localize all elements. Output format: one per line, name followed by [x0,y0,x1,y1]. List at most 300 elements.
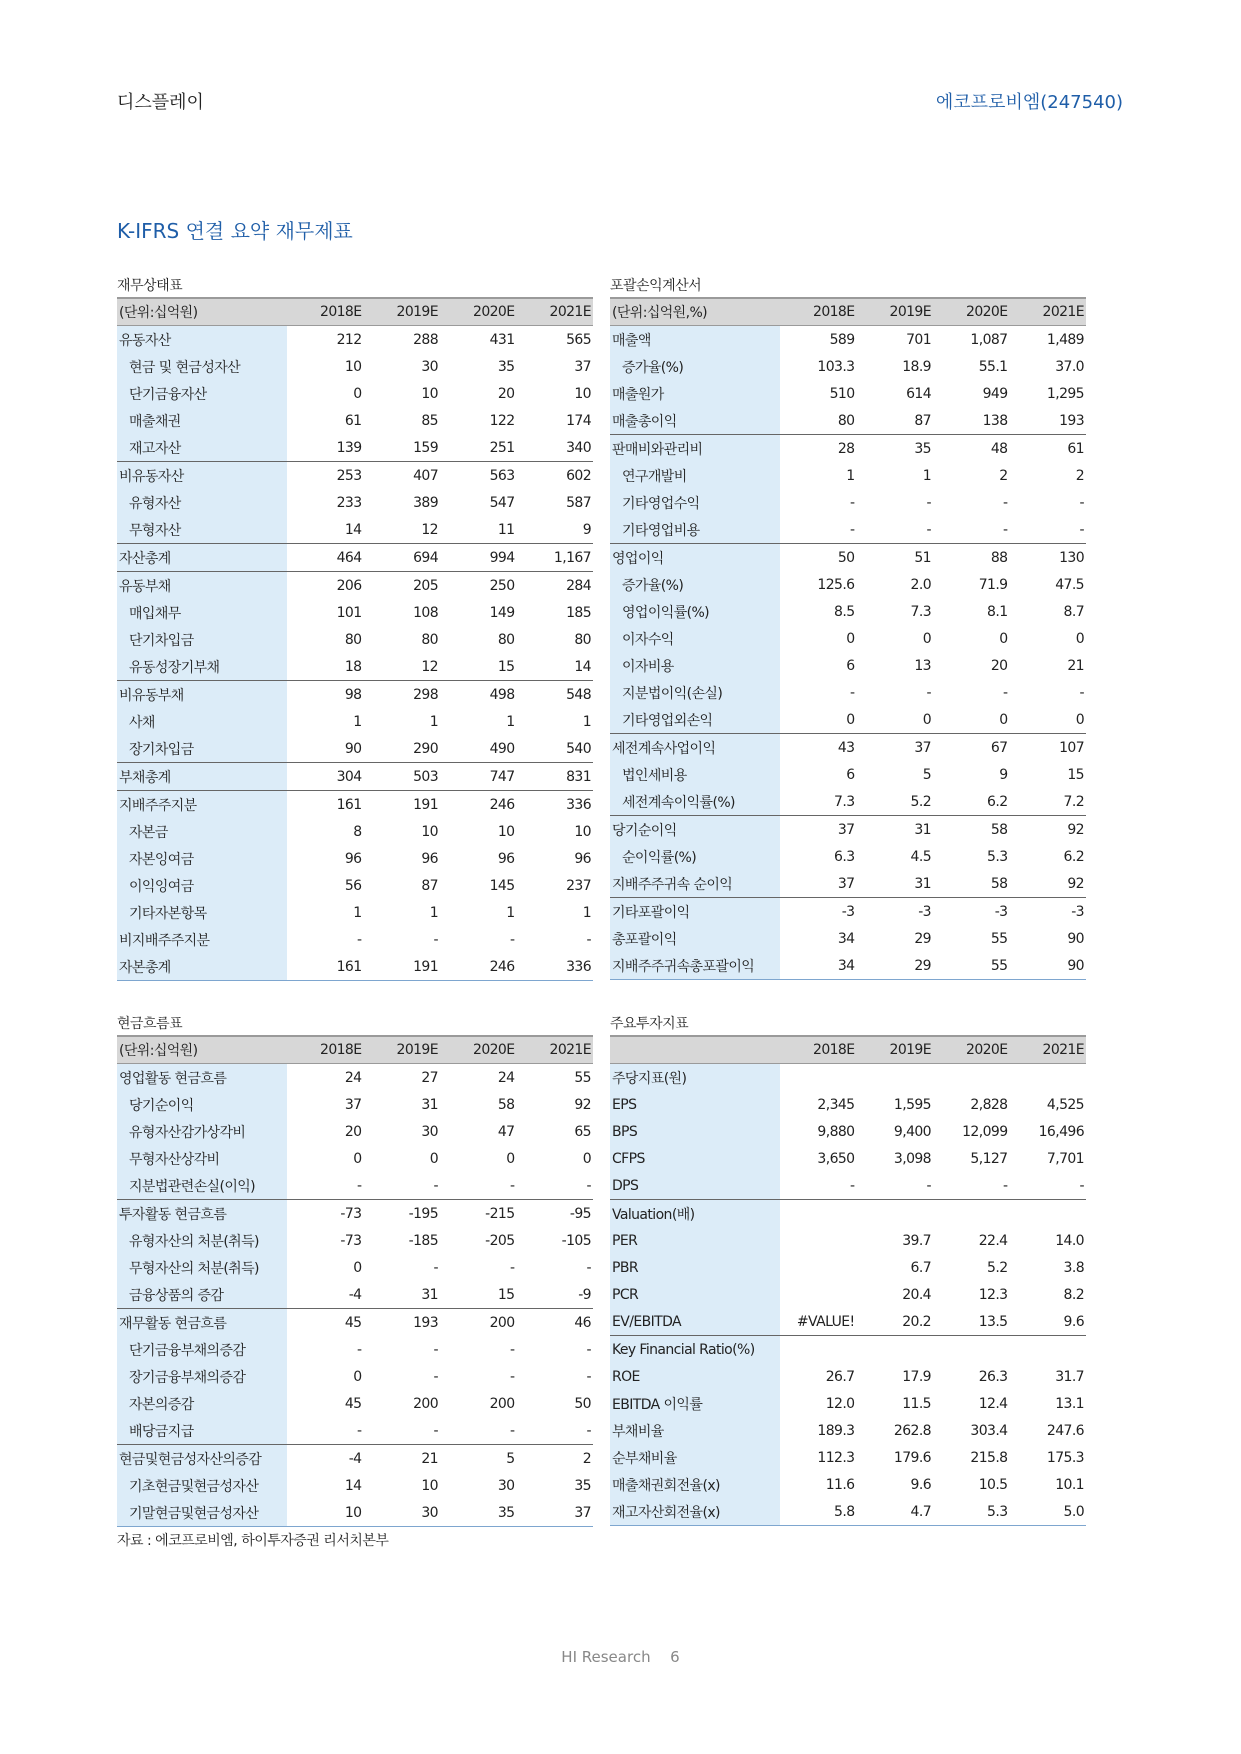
cell-value: 96 [344,850,362,867]
cell-value [1010,1336,1087,1364]
table-row [610,1145,1086,1172]
cell-value: 48 [933,435,1010,463]
row-label: 이자비용 [610,652,780,679]
row-label: 무형자산상각비 [117,1145,287,1172]
cell-value: 0 [999,630,1008,647]
balance-sheet-table [117,297,593,981]
cell-value: - [926,521,931,538]
cell-value: 1 [429,713,438,730]
cell-value: - [510,931,515,948]
income-statement-caption: 포괄손익계산서 [610,278,702,294]
cell-value: 18.9 [902,358,931,375]
cell-value: -195 [364,1200,441,1228]
row-label: 배당금지급 [117,1417,287,1445]
cell-value: 191 [364,791,441,819]
year-header: 2020E [440,298,517,326]
cell-value [933,1064,1010,1092]
row-label: 당기순이익 [117,1091,287,1118]
cell-value: 101 [336,604,362,621]
cell-value: 298 [364,681,441,709]
cell-value: 55 [990,930,1008,947]
cell-value: 11.5 [902,1395,931,1412]
table-row [117,1200,593,1228]
cell-value: 8.5 [834,603,855,620]
year-header: 2019E [857,1036,934,1064]
cell-value: 189.3 [817,1422,855,1439]
cell-value: 0 [846,630,855,647]
row-label: 기타영업외손익 [610,706,780,734]
cell-value: 31 [857,816,934,844]
cell-value: 205 [364,572,441,600]
cell-value: 17.9 [902,1368,931,1385]
cell-value: 12.3 [978,1286,1008,1303]
cell-value: 5.2 [987,1259,1008,1276]
cell-value: 112.3 [817,1449,855,1466]
cell-value [1010,1064,1087,1092]
table-row [610,544,1086,572]
cell-value: 15 [497,1286,515,1303]
cell-value: 0 [846,711,855,728]
cell-value: 34 [837,930,855,947]
cell-value: 55 [933,952,1010,980]
cell-value: 37 [574,358,591,375]
table-row [117,516,593,544]
table-row [117,1472,593,1499]
cell-value: -9 [578,1286,591,1303]
cell-value: 1,167 [517,544,594,572]
cell-value: 1 [582,904,591,921]
cell-value: 47.5 [1055,576,1084,593]
row-label: 이자수익 [610,625,780,652]
cell-value: 10 [574,385,591,402]
year-header: 2021E [1010,1036,1087,1064]
cell-value: 37 [857,734,934,762]
cell-value: 10 [497,823,515,840]
income-statement-table [610,297,1086,980]
source-note: 자료 : 에코프로비엠, 하이투자증권 리서치본부 [117,1533,389,1549]
row-label: 주당지표(원) [610,1064,780,1092]
cell-value: 0 [506,1150,515,1167]
cell-value: -3 [933,898,1010,926]
cell-value: 24 [497,1069,515,1086]
cell-value: -205 [485,1232,515,1249]
cell-value: 4,525 [1046,1096,1084,1113]
indicators-caption: 주요투자지표 [610,1016,689,1032]
row-label: 유동부채 [117,572,287,600]
cell-value: - [433,931,438,948]
cell-value: 90 [1067,930,1084,947]
cell-value: 2 [1075,467,1084,484]
cell-value: 6.7 [910,1259,931,1276]
table-row [117,1417,593,1445]
cell-value: - [1079,1177,1084,1194]
cell-value: 747 [440,763,517,791]
cell-value: 39.7 [902,1232,931,1249]
table-row [117,462,593,490]
table-row [117,953,593,981]
cell-value: 5.3 [933,1498,1010,1526]
cell-value: -185 [408,1232,438,1249]
cell-value: 290 [413,740,438,757]
row-label: 순부채비율 [610,1444,780,1471]
cell-value: - [586,1177,591,1194]
cell-value: 253 [287,462,364,490]
cell-value: 540 [566,740,591,757]
table-row [610,816,1086,844]
cell-value: 20.2 [902,1313,931,1330]
cell-value: - [586,1368,591,1385]
table-row [610,1227,1086,1254]
cell-value: 200 [489,1395,515,1412]
table-row [117,899,593,926]
cell-value: 30 [421,1123,438,1140]
table-row [610,1336,1086,1364]
year-header: 2020E [933,298,1010,326]
cell-value: 11 [497,521,515,538]
year-header: 2018E [287,1036,364,1064]
table-row [610,843,1086,870]
cell-value: - [586,1422,591,1439]
cell-value: - [1003,1177,1008,1194]
cell-value: 2 [517,1445,594,1473]
cell-value: 58 [990,875,1008,892]
row-label: 유동성장기부채 [117,653,287,681]
row-label: 매출원가 [610,380,780,407]
cell-value: 8.7 [1063,603,1084,620]
unit-header: (단위:십억원) [117,298,287,326]
cell-value: 29 [914,930,931,947]
cell-value: 200 [440,1309,517,1337]
cell-value: 27 [421,1069,438,1086]
cell-value: 107 [1010,734,1087,762]
cell-value: 5,127 [970,1150,1008,1167]
report-category: 디스플레이 [117,92,204,113]
cell-value: 85 [421,412,438,429]
cell-value: 14 [574,658,591,675]
cell-value: - [357,931,362,948]
cell-value: - [433,1341,438,1358]
cell-value: 13.1 [1055,1395,1084,1412]
cell-value: 61 [1010,435,1087,463]
row-label: PCR [610,1281,780,1308]
cell-value: 18 [344,658,362,675]
cell-value [780,1064,857,1092]
row-label: 지배주주귀속총포괄이익 [610,952,780,980]
row-label: 현금및현금성자산의증감 [117,1445,287,1473]
cell-value: 0 [582,1150,591,1167]
table-row [610,489,1086,516]
row-label: 단기금융자산 [117,380,287,407]
cell-value [857,1064,934,1092]
table-row [117,626,593,653]
cell-value: 80 [421,631,438,648]
cell-value: - [850,1177,855,1194]
cell-value: 90 [344,740,362,757]
row-label: 영업이익률(%) [610,598,780,625]
table-row [117,735,593,763]
cell-value: - [1079,494,1084,511]
table-row [117,1309,593,1337]
cell-value: 96 [421,850,438,867]
cell-value: 10 [344,358,362,375]
company-name: 에코프로비엠(247540) [935,92,1123,113]
cell-value [780,1281,857,1308]
cell-value: 994 [440,544,517,572]
cell-value: 6 [846,657,855,674]
cell-value: 10 [421,385,438,402]
cell-value: - [926,1177,931,1194]
cell-value: 96 [574,850,591,867]
cell-value: 503 [364,763,441,791]
cell-value: 50 [780,544,857,572]
cell-value: 20 [497,385,515,402]
cell-value: 21 [1067,657,1084,674]
cell-value: - [1003,521,1008,538]
cell-value: 9.6 [1063,1313,1084,1330]
cell-value: 20.4 [902,1286,931,1303]
cell-value: 138 [982,412,1008,429]
cell-value: 122 [489,412,515,429]
cell-value: 92 [1010,816,1087,844]
cell-value: 58 [933,816,1010,844]
cell-value: 8.1 [987,603,1008,620]
cell-value: 45 [344,1395,362,1412]
table-header-row [117,298,593,326]
table-row [610,571,1086,598]
cell-value: 1 [429,904,438,921]
cell-value: 87 [914,412,931,429]
cell-value: 10 [421,823,438,840]
cell-value: 98 [287,681,364,709]
table-row [117,872,593,899]
cell-value: 92 [574,1096,591,1113]
cell-value [857,1200,934,1228]
cashflow-caption: 현금흐름표 [117,1016,183,1032]
row-label: 세전계속이익률(%) [610,788,780,816]
cell-value: 43 [780,734,857,762]
table-row [610,1390,1086,1417]
row-label: 유형자산 [117,489,287,516]
cell-value: 30 [421,358,438,375]
row-label: EV/EBITDA [610,1308,780,1336]
cell-value: -3 [1010,898,1087,926]
cell-value: 490 [489,740,515,757]
year-header: 2020E [933,1036,1010,1064]
cell-value: 139 [336,439,362,456]
cell-value: 12,099 [962,1123,1008,1140]
cell-value: - [1003,684,1008,701]
cell-value [780,1254,857,1281]
cell-value: 103.3 [817,358,855,375]
table-row [610,706,1086,734]
row-label: 연구개발비 [610,462,780,489]
table-row [610,1200,1086,1228]
cell-value: 3.8 [1063,1259,1084,1276]
cell-value: 20 [344,1123,362,1140]
row-label: 단기차입금 [117,626,287,653]
row-label: 유형자산감가상각비 [117,1118,287,1145]
cell-value: -105 [561,1232,591,1249]
cell-value: 125.6 [817,576,855,593]
cell-value: 3,098 [893,1150,931,1167]
cell-value: 87 [421,877,438,894]
cell-value: 12.0 [825,1395,855,1412]
cell-value: 159 [413,439,438,456]
table-row [117,380,593,407]
table-row [610,788,1086,816]
cell-value: 1 [506,713,515,730]
cell-value: 65 [574,1123,591,1140]
row-label: 지분법이익(손실) [610,679,780,706]
cell-value: 6 [846,766,855,783]
table-row [117,1363,593,1390]
cell-value: 3,650 [817,1150,855,1167]
table-row [610,652,1086,679]
cell-value: - [357,1422,362,1439]
cell-value: - [1079,521,1084,538]
row-label: 금융상품의 증감 [117,1281,287,1309]
table-row [117,572,593,600]
cell-value: 1,489 [1046,331,1084,348]
cell-value: 46 [517,1309,594,1337]
row-label: 매출총이익 [610,407,780,435]
cell-value: 80 [497,631,515,648]
table-row [610,462,1086,489]
cell-value: - [586,1259,591,1276]
cell-value: 8.2 [1063,1286,1084,1303]
cell-value: 30 [497,1477,515,1494]
table-row [117,489,593,516]
cell-value: 15 [1067,766,1084,783]
table-row [117,599,593,626]
cell-value: 694 [364,544,441,572]
row-label: 무형자산 [117,516,287,544]
table-row [610,1254,1086,1281]
table-header-row [610,1036,1086,1064]
cell-value: 67 [933,734,1010,762]
cell-value: 1 [846,467,855,484]
cell-value: 71.9 [978,576,1008,593]
row-label: Key Financial Ratio(%) [610,1336,780,1364]
cell-value: 34 [780,952,857,980]
cell-value: 22.4 [978,1232,1008,1249]
row-label: 무형자산의 처분(취득) [117,1254,287,1281]
cell-value: 9 [999,766,1008,783]
table-row [610,870,1086,898]
cell-value: 90 [1010,952,1087,980]
year-header: 2018E [780,1036,857,1064]
cell-value: 6.2 [1063,848,1084,865]
row-label: 총포괄이익 [610,925,780,952]
cell-value: 7.2 [1063,793,1084,810]
cell-value: 288 [413,331,438,348]
page-number: 6 [670,1648,680,1666]
row-label: PER [610,1227,780,1254]
year-header: 2018E [780,298,857,326]
cell-value: 1,295 [1046,385,1084,402]
table-row [610,1172,1086,1200]
row-label: EPS [610,1091,780,1118]
row-label: 단기금융부채의증감 [117,1336,287,1363]
cell-value: 1 [506,904,515,921]
row-label: 자본잉여금 [117,845,287,872]
cell-value: 206 [287,572,364,600]
cell-value: 200 [413,1395,438,1412]
cell-value: 12.4 [978,1395,1008,1412]
cell-value: 233 [336,494,362,511]
row-label: 부채비율 [610,1417,780,1444]
cell-value: 37 [344,1096,362,1113]
table-row [610,952,1086,980]
cell-value: 563 [440,462,517,490]
table-row [117,1227,593,1254]
cell-value: 2,345 [817,1096,855,1113]
row-label: 자본의증감 [117,1390,287,1417]
row-label: BPS [610,1118,780,1145]
cell-value: 831 [517,763,594,791]
cell-value: 14 [344,521,362,538]
cell-value: -215 [440,1200,517,1228]
table-row [610,1444,1086,1471]
table-row [117,653,593,681]
cell-value: 0 [429,1150,438,1167]
cell-value: 13 [914,657,931,674]
cell-value: 10 [287,1499,364,1527]
cell-value [780,1227,857,1254]
cell-value: 37.0 [1055,358,1084,375]
year-header: 2019E [364,298,441,326]
cell-value: 10.1 [1055,1476,1084,1493]
table-row [610,353,1086,380]
table-row [117,1172,593,1200]
cell-value: 26.3 [978,1368,1008,1385]
cell-value: - [510,1422,515,1439]
cell-value: 336 [517,953,594,981]
cell-value: 5.3 [987,848,1008,865]
row-label: DPS [610,1172,780,1200]
cell-value: 2 [999,467,1008,484]
cell-value: 96 [497,850,515,867]
cell-value [933,1336,1010,1364]
row-label: CFPS [610,1145,780,1172]
cell-value: - [850,521,855,538]
cell-value: - [510,1177,515,1194]
cell-value: - [433,1177,438,1194]
row-label: 지배주주귀속 순이익 [610,870,780,898]
cell-value: 35 [440,1499,517,1527]
cell-value: 5.8 [780,1498,857,1526]
row-label: 순이익률(%) [610,843,780,870]
cell-value: 0 [922,711,931,728]
cell-value: 949 [982,385,1008,402]
row-label: 증가율(%) [610,571,780,598]
table-row [610,1417,1086,1444]
income-statement-block [610,275,1086,980]
table-row [610,1118,1086,1145]
cell-value: 12 [421,521,438,538]
cell-value: 80 [837,412,855,429]
cell-value: 246 [440,791,517,819]
table-row [117,681,593,709]
cell-value: 29 [857,952,934,980]
cell-value: 80 [344,631,362,648]
cell-value: 389 [413,494,438,511]
cell-value: 1,087 [970,331,1008,348]
row-label: 증가율(%) [610,353,780,380]
cell-value: 0 [999,711,1008,728]
cell-value: - [1003,494,1008,511]
cell-value: 407 [364,462,441,490]
